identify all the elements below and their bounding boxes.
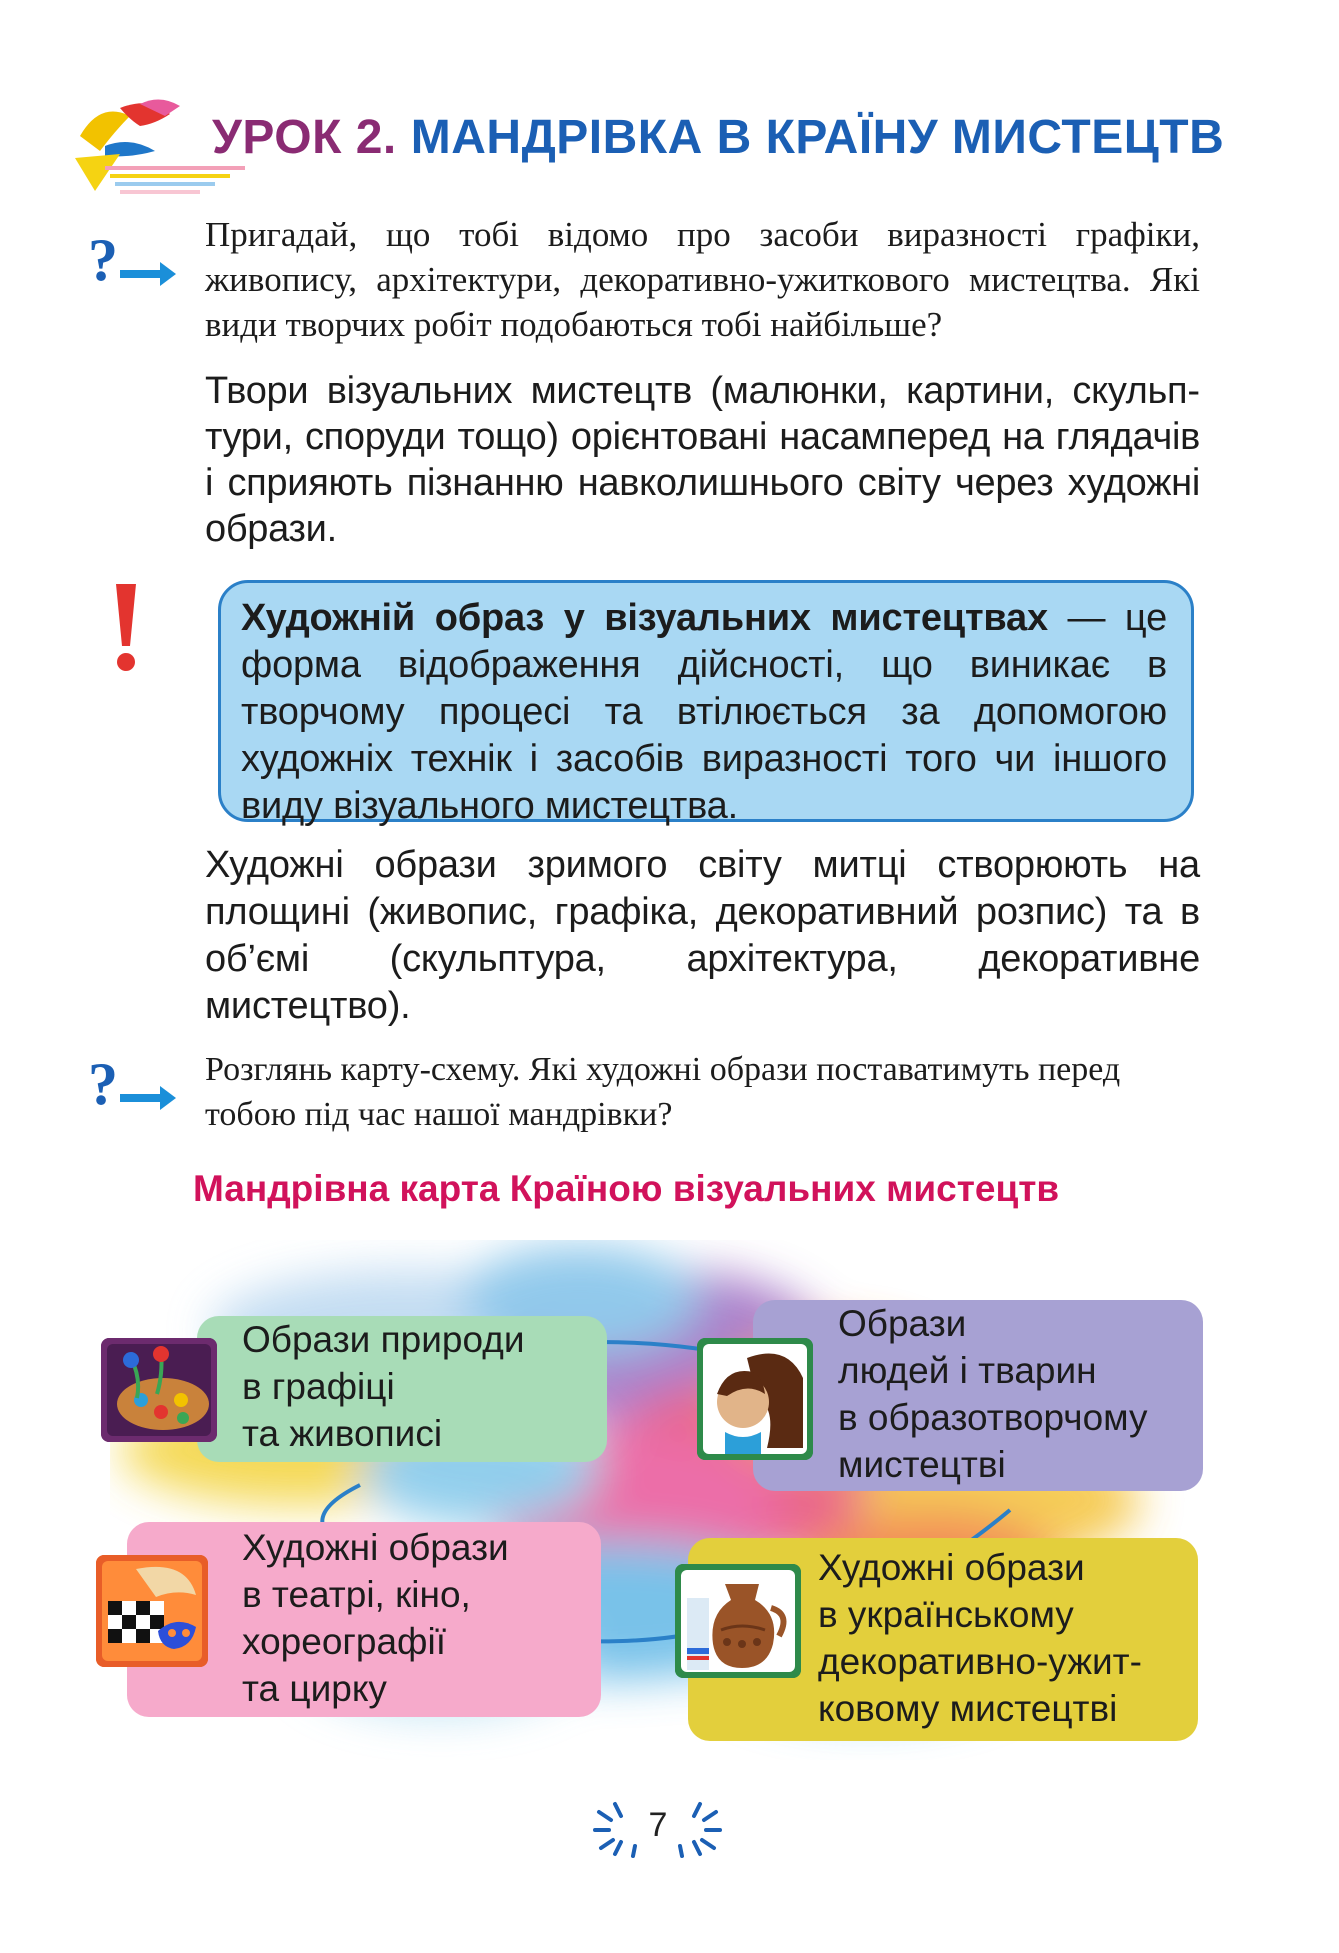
palette-icon — [101, 1338, 217, 1442]
card-line: Художні образи — [242, 1527, 509, 1568]
card-line: Образи природи — [242, 1319, 525, 1360]
question-arrow-icon — [88, 1052, 178, 1114]
question-map: Розглянь карту-схему. Які художні образи поставатимуть перед тобою під час нашої мандрівки? — [205, 1051, 1121, 1133]
card-line: та живописі — [242, 1413, 443, 1454]
card-line: декоративно-ужит- — [818, 1641, 1142, 1682]
svg-text:?: ? — [88, 1052, 118, 1114]
card-line: в українському — [818, 1594, 1074, 1635]
lesson-title — [212, 110, 1224, 165]
lesson-number: УРОК 2. — [212, 111, 397, 164]
map-title: Мандрівна карта Країною візуальних мистецтв — [193, 1168, 1060, 1209]
images-paragraph: Художні образи зримого світу митці створюють на площині (живопис, графіка, декоративний розпис) та в об’ємі (скульптура, архітектура, декоративне мистецтво). — [205, 844, 1200, 1027]
card-line: Художні образи — [818, 1547, 1085, 1588]
page-number: 7 — [648, 1806, 668, 1844]
card-line: мистецтві — [838, 1444, 1006, 1485]
exclamation-icon — [112, 582, 140, 674]
map-card-nature — [197, 1316, 607, 1462]
question-remember: Пригадай, що тобі відомо про засоби виразності графіки, живопису, архітектури, декоративно-ужиткового мистецтва. Які види творчих робіт подобаються тобі найбільше? — [205, 215, 1200, 344]
card-line: в графіці — [242, 1366, 395, 1407]
definition-box — [218, 580, 1194, 827]
card-line: в образотворчому — [838, 1397, 1148, 1438]
card-line: та цирку — [242, 1668, 387, 1709]
theatre-mask-icon — [96, 1555, 208, 1667]
definition-text: — це форма відображення дійсності, що виникає в творчому процесі та втілюється за допомогою художніх технік і засобів виразності того чи іншого виду візуального мистецтва. — [241, 597, 1167, 827]
card-line: хореографії — [242, 1621, 446, 1662]
lesson-name: МАНДРІВКА В КРАЇНУ МИСТЕЦТВ — [410, 111, 1225, 164]
card-line: ковому мистецтві — [818, 1688, 1118, 1729]
intro-paragraph: Твори візуальних мистецтв (малюнки, картини, скульптури, споруди тощо) орієнтовані насамперед на глядачів і сприяють пізнанню навколишнього світу через художні образи. — [205, 370, 1200, 550]
svg-text:?: ? — [88, 228, 118, 290]
definition-term: Художній образ у візуальних мистецтвах — [241, 597, 1048, 639]
card-line: людей і тварин — [838, 1350, 1097, 1391]
card-line: в театрі, кіно, — [242, 1574, 471, 1615]
portrait-horse-icon — [697, 1338, 813, 1460]
map-card-people-animals — [753, 1300, 1203, 1491]
question-arrow-icon — [88, 228, 178, 290]
pottery-jug-icon — [675, 1564, 801, 1678]
card-line: Образи — [838, 1303, 967, 1344]
